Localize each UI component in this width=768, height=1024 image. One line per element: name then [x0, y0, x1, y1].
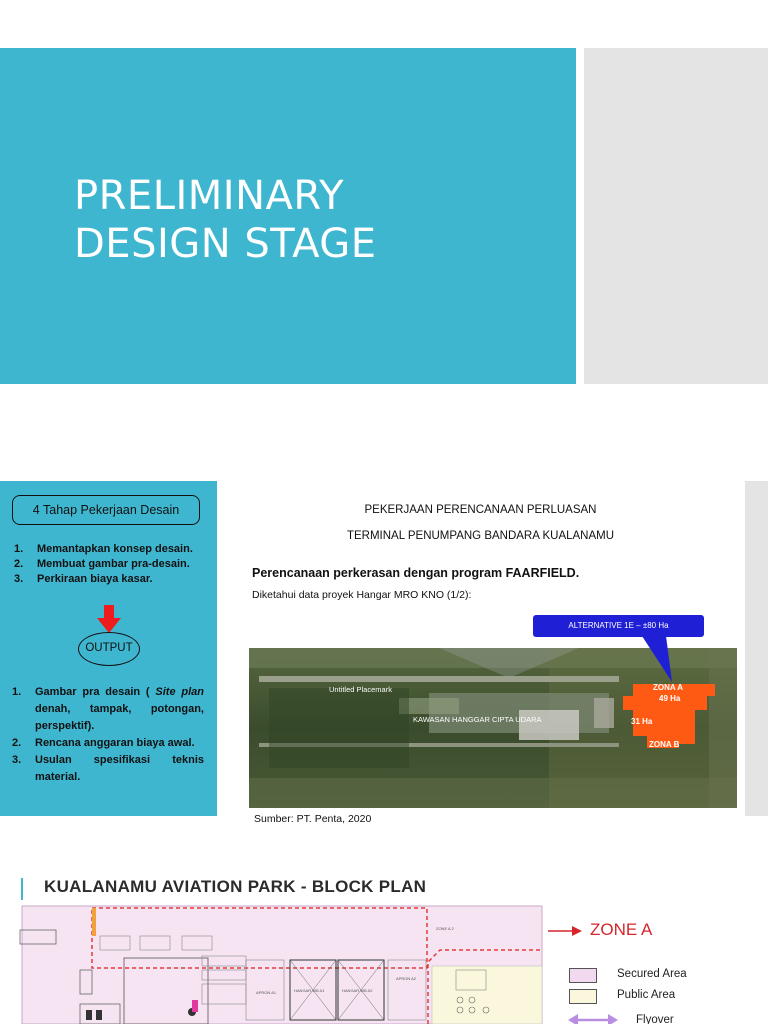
- project-heading-line1: PEKERJAAN PERENCANAAN PERLUASAN: [364, 504, 597, 516]
- pointer-arrow-icon: [636, 636, 676, 684]
- alternative-label: ALTERNATIVE 1E – ±80 Ha: [533, 615, 704, 637]
- plan-label: HANGAR WB A2: [342, 988, 373, 993]
- list-item: 2. Membuat gambar pra-desain.: [14, 558, 190, 570]
- zona-a-area: 49 Ha: [659, 694, 681, 703]
- title-accent-bar: [21, 878, 23, 902]
- slide-title-line2: DESIGN STAGE: [74, 221, 377, 267]
- slide-title: [74, 172, 377, 268]
- legend-label-flyover: Flyover: [636, 1014, 674, 1024]
- project-heading-line2: TERMINAL PENUMPANG BANDARA KUALANAMU: [346, 530, 615, 542]
- zona-b-area: 31 Ha: [631, 717, 653, 726]
- list-item: 1. Memantapkan konsep desain.: [14, 543, 193, 555]
- side-panel: [584, 48, 768, 384]
- block-plan-drawing: [16, 900, 546, 1024]
- side-strip: [745, 481, 768, 816]
- list-item: 3. Perkiraan biaya kasar.: [14, 573, 153, 585]
- title-panel: [0, 48, 576, 384]
- plan-label: HANGAR WB A1: [294, 988, 325, 993]
- output-list: [12, 684, 204, 786]
- plan-label: ZONE A 2: [436, 926, 454, 931]
- zone-a-label: ZONE A: [590, 920, 653, 939]
- zona-a-label: ZONA A: [653, 683, 684, 692]
- legend-swatch-public: [569, 989, 597, 1004]
- zona-b-label: ZONA B: [649, 740, 680, 749]
- down-arrow-icon: [97, 605, 121, 633]
- list-item: 1. Gambar pra desain ( Site plan denah, tampak, potongan, perspektif).: [12, 686, 204, 732]
- output-label: OUTPUT: [78, 632, 140, 666]
- plan-label: APRON A2: [396, 976, 417, 981]
- list-item: 3. Usulan spesifikasi teknis material.: [12, 754, 204, 783]
- design-steps-list: [14, 542, 214, 587]
- block-plan-title: KUALANAMU AVIATION PARK - BLOCK PLAN: [44, 877, 427, 896]
- right-arrow-icon: [548, 924, 582, 938]
- list-item: 2. Rencana anggaran biaya awal.: [12, 737, 195, 749]
- double-arrow-icon: [568, 1014, 618, 1024]
- design-steps-title: 4 Tahap Pekerjaan Desain: [12, 495, 200, 525]
- slide-title-line1: PRELIMINARY: [74, 173, 345, 219]
- project-data-note: Diketahui data proyek Hangar MRO KNO (1/2):: [252, 589, 472, 601]
- source-caption: Sumber: PT. Penta, 2020: [254, 813, 372, 825]
- plan-label: APRON A1: [256, 990, 277, 995]
- hangar-area-label: KAWASAN HANGGAR CIPTA UDARA: [413, 715, 542, 724]
- faarfield-subheading: Perencanaan perkerasan dengan program FAARFIELD.: [252, 566, 580, 580]
- legend-label-public: Public Area: [617, 989, 676, 1001]
- placemark-label: Untitled Placemark: [329, 685, 392, 694]
- design-steps-panel: [0, 481, 217, 816]
- legend-swatch-secured: [569, 968, 597, 983]
- legend-label-secured: Secured Area: [617, 968, 687, 980]
